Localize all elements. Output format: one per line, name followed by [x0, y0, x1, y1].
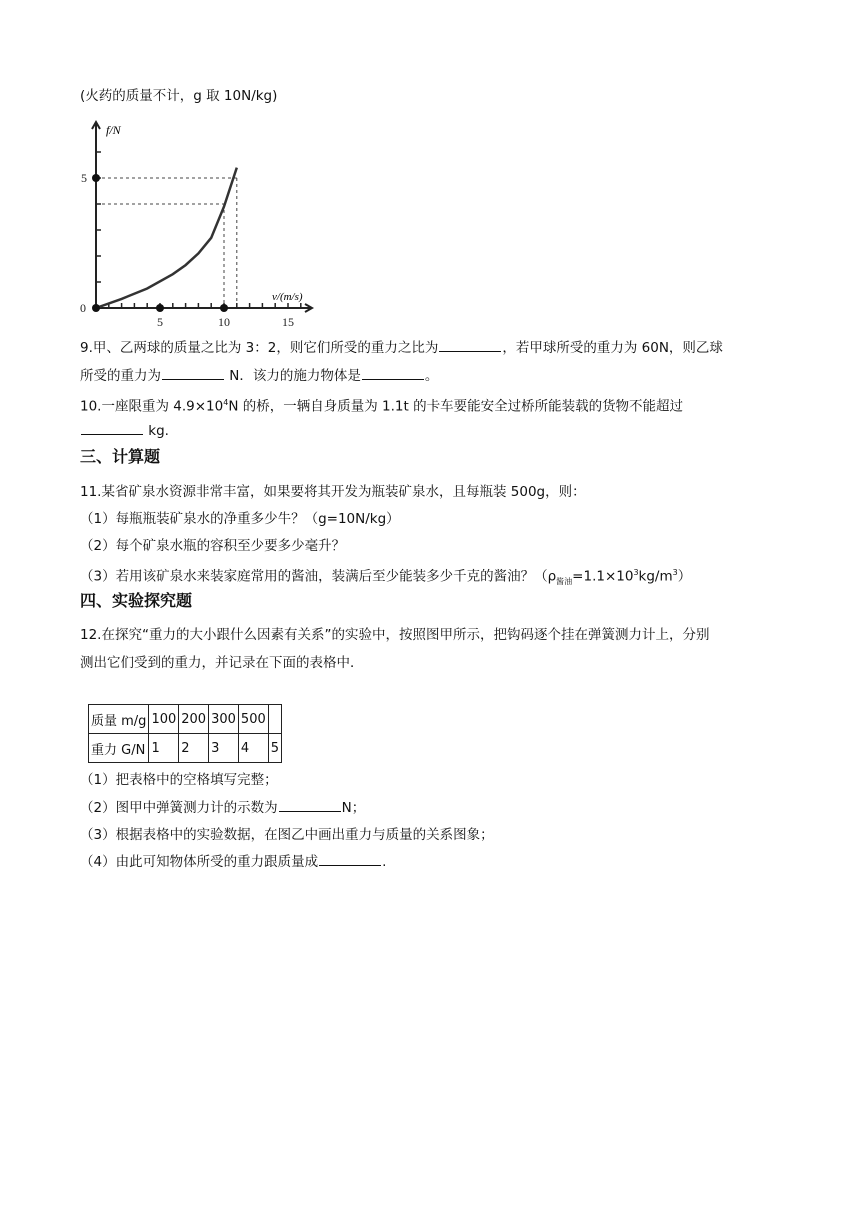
q12-p4-text-b: . — [382, 854, 387, 870]
x-tick-label: 10 — [218, 315, 230, 327]
question-9-line-2 — [80, 366, 438, 386]
table-cell-empty — [268, 705, 281, 734]
q11-p3-text-b: =1.1×10 — [572, 568, 634, 585]
x-tick-label: 15 — [282, 315, 294, 327]
q9-text-a: 9.甲、乙两球的质量之比为 3：2，则它们所受的重力之比为 — [80, 340, 439, 356]
q12-p4-text-a: （4）由此可知物体所受的重力跟质量成 — [80, 854, 319, 870]
q11-p3-text-d: ） — [677, 568, 692, 585]
table-cell: 200 — [179, 705, 209, 734]
force-velocity-graph — [80, 112, 340, 327]
question-12-part-1: （1）把表格中的空格填写完整； — [80, 772, 278, 788]
q9-text-d: N．该力的施力物体是 — [225, 368, 361, 384]
table-cell: 300 — [209, 705, 239, 734]
y-tick-label: 5 — [81, 171, 87, 185]
intro-note: (火药的质量不计，g 取 10N/kg) — [80, 88, 278, 104]
q10-text-c: kg. — [144, 423, 169, 439]
axis-point — [156, 304, 164, 312]
table-cell: 1 — [149, 734, 179, 763]
y-axis-label: f/N — [106, 123, 121, 137]
q10-text-b: N 的桥，一辆自身质量为 1.1t 的卡车要能安全过桥所能装载的货物不能超过 — [228, 398, 684, 415]
question-12-part-4 — [80, 852, 386, 872]
section-3-heading: 三、计算题 — [80, 447, 161, 466]
table-row-mass — [89, 705, 282, 734]
section-4-heading: 四、实验探究题 — [80, 591, 193, 610]
question-12-part-3: （3）根据表格中的实验数据，在图乙中画出重力与质量的关系图象； — [80, 827, 494, 843]
table-cell: 重力 G/N — [89, 734, 149, 763]
question-12-line-2: 测出它们受到的重力，并记录在下面的表格中． — [80, 655, 364, 671]
table-cell: 2 — [179, 734, 209, 763]
q11-p3-exponent: 3 — [633, 568, 639, 577]
data-series-line — [96, 168, 237, 308]
q9-blank-weight — [162, 366, 224, 380]
q9-blank-ratio — [439, 338, 501, 352]
table-cell: 3 — [209, 734, 239, 763]
question-9-line-1 — [80, 338, 723, 358]
q10-exponent: 4 — [223, 398, 229, 407]
table-cell: 4 — [238, 734, 268, 763]
question-10-line-2 — [80, 421, 169, 441]
table-cell: 500 — [238, 705, 268, 734]
mass-weight-table — [88, 704, 282, 763]
q11-p3-text-c: kg/m — [638, 568, 673, 585]
question-11-part-3 — [80, 563, 691, 592]
question-11-part-2: （2）每个矿泉水瓶的容积至少要多少毫升？ — [80, 538, 346, 554]
x-tick-label: 0 — [80, 301, 86, 315]
q11-p3-exponent-2: 3 — [672, 568, 678, 577]
q9-blank-source — [362, 366, 424, 380]
table-cell: 5 — [268, 734, 281, 763]
x-tick-label: 5 — [157, 315, 163, 327]
x-axis-label: v/(m/s) — [272, 291, 303, 303]
table-cell: 质量 m/g — [89, 705, 149, 734]
q10-blank — [81, 421, 143, 435]
axis-point — [92, 174, 100, 182]
q9-text-c: 所受的重力为 — [80, 368, 161, 384]
q10-text-a: 10.一座限重为 4.9×10 — [80, 398, 224, 415]
table-row-weight — [89, 734, 282, 763]
q9-text-b: ，若甲球所受的重力为 60N，则乙球 — [502, 340, 723, 356]
question-11-part-1: （1）每瓶瓶装矿泉水的净重多少牛？（g=10N/kg） — [80, 511, 400, 527]
q11-p3-subscript: 酱油 — [556, 577, 573, 587]
q9-text-e: 。 — [424, 368, 439, 384]
q12-blank-reading — [279, 798, 341, 812]
question-10-line-1 — [80, 393, 683, 417]
axis-point — [92, 304, 100, 312]
table-cell: 100 — [149, 705, 179, 734]
q12-blank-relation — [319, 852, 381, 866]
question-12-part-2 — [80, 798, 365, 818]
question-12-line-1: 12.在探究“重力的大小跟什么因素有关系”的实验中，按照图甲所示，把钩码逐个挂在弹簧测力计上，分别 — [80, 627, 710, 643]
question-11-stem: 11.某省矿泉水资源非常丰富，如果要将其开发为瓶装矿泉水，且每瓶装 500g，则： — [80, 484, 586, 500]
q12-p2-text-b: N； — [341, 800, 366, 816]
q11-p3-text-a: （3）若用该矿泉水来装家庭常用的酱油，装满后至少能装多少千克的酱油？（ρ — [80, 568, 557, 585]
axis-point — [220, 304, 228, 312]
q12-p2-text-a: （2）图甲中弹簧测力计的示数为 — [80, 800, 278, 816]
